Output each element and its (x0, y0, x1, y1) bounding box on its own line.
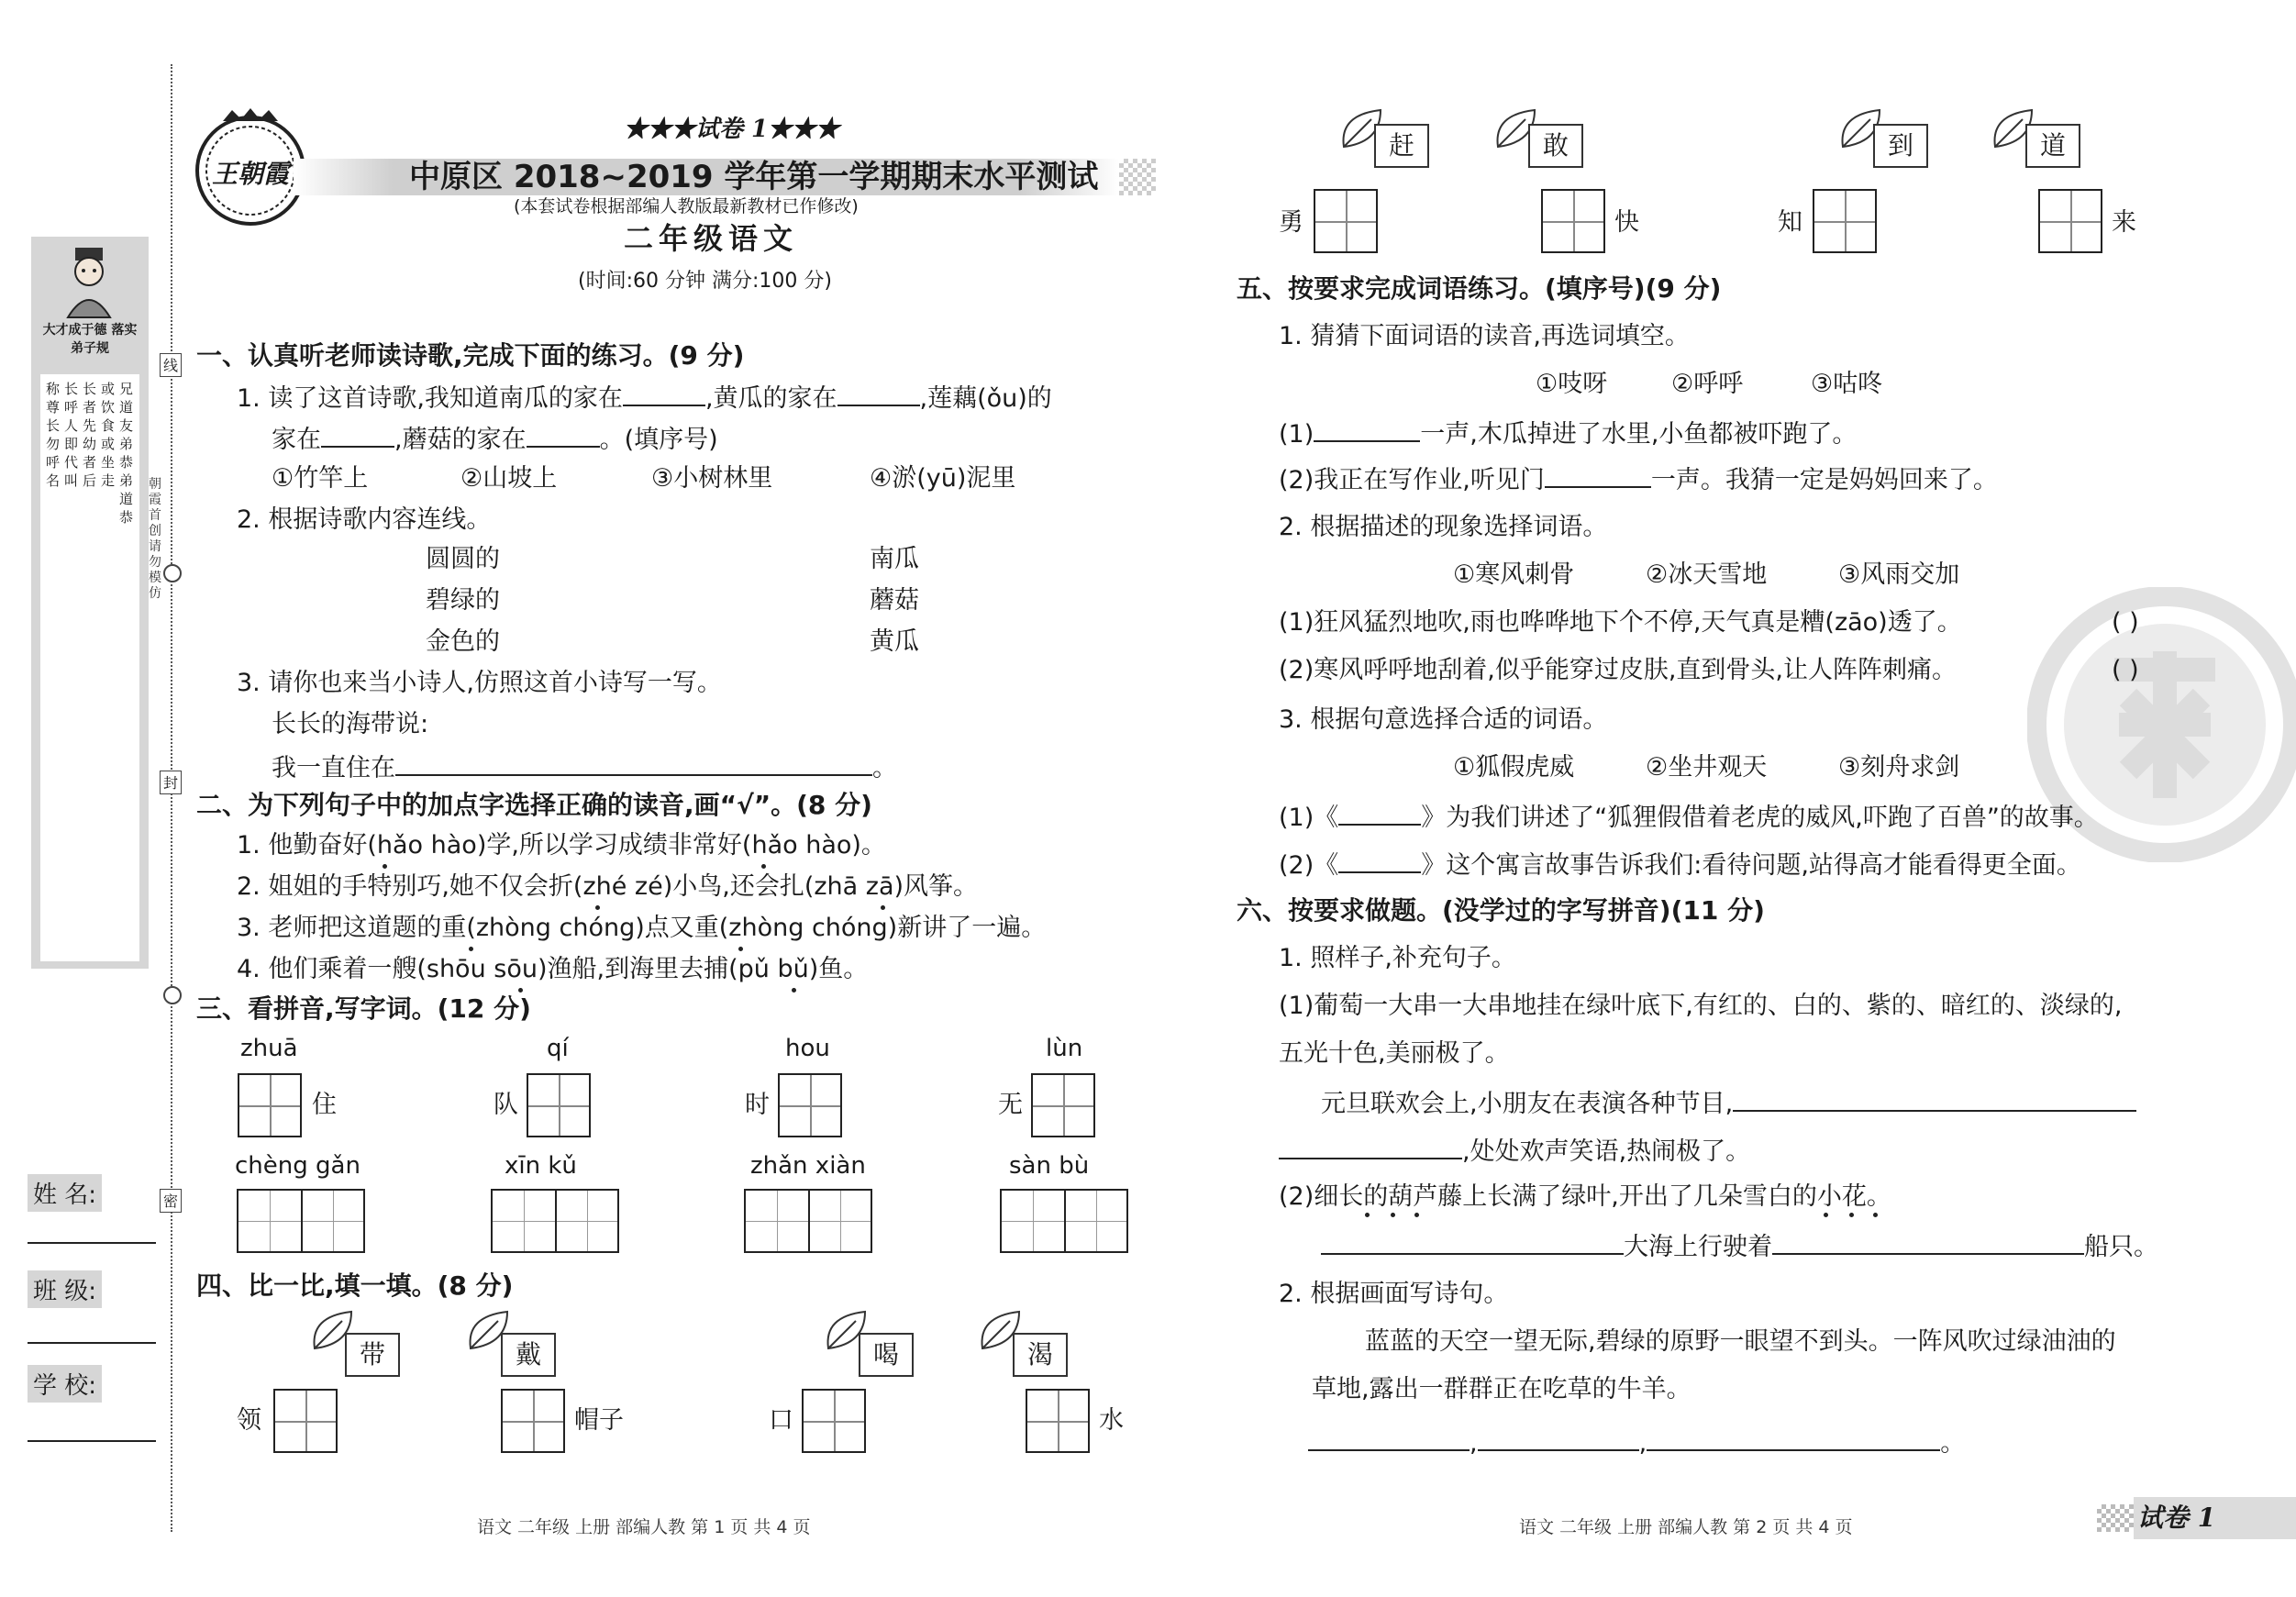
given-char: 快 (1614, 208, 1639, 237)
s5-q3-s2-b: 》这个寓言故事告诉我们:看待问题,站得高才能看得更全面。 (1421, 851, 2081, 880)
header-checker (1119, 159, 1156, 195)
s1-q1-line1 (237, 381, 1052, 415)
given-char: 领 (237, 1406, 261, 1435)
emphasis-dot (1365, 1213, 1370, 1217)
exam-title: 中原区 2018~2019 学年第一学期期末水平测试 (409, 159, 1099, 195)
corner-label: 试卷 1 (2137, 1503, 2216, 1533)
leaf-card (466, 1307, 558, 1381)
sidebar-motto: 大才成于德 落实弟子规 (42, 323, 138, 356)
scholar-figure-icon (59, 246, 119, 319)
s6-ans1-prefix: 元旦联欢会上,小朋友在表演各种节目, (1321, 1090, 1734, 1118)
answer-blank[interactable] (1772, 1229, 2084, 1255)
seal-label-mi: 密 (160, 1189, 182, 1213)
verse-column: 称尊长勿呼名 (46, 381, 61, 489)
match-right-item[interactable]: 黄瓜 (870, 627, 919, 656)
leaf-char: 道 (2025, 124, 2080, 168)
pinyin: qí (547, 1035, 569, 1062)
pinyin: zhǎn xiàn (750, 1152, 866, 1180)
s6-ans1-line1 (1321, 1086, 2136, 1120)
s1-option: ③小树林里 (651, 464, 773, 493)
s1-q3-line1: 长长的海带说: (272, 710, 429, 738)
pinyin: xīn kǔ (505, 1152, 577, 1180)
pinyin: hou (785, 1035, 830, 1062)
emphasis-dot (1391, 1213, 1395, 1217)
s1-q3-prefix: 我一直住在 (272, 754, 395, 782)
s6-ex1-line2: 五光十色,美丽极了。 (1279, 1039, 1510, 1068)
period: 。 (1940, 1429, 1966, 1458)
s1-q1-line2 (272, 422, 718, 456)
s2-item[interactable]: 1. 他勤奋好(hǎo hào)学,所以学习成绩非常好(hǎo hào)。 (237, 831, 886, 859)
given-char: 来 (2112, 208, 2136, 237)
brand-logo (191, 108, 310, 227)
s2-item[interactable]: 4. 他们乘着一艘(shōu sōu)渔船,到海里去捕(pǔ bǔ)鱼。 (237, 955, 869, 983)
given-char: 队 (494, 1091, 518, 1119)
leaf-char: 戴 (501, 1333, 556, 1377)
s5-option: ②冰天雪地 (1646, 560, 1768, 589)
answer-blank[interactable] (1338, 848, 1421, 873)
match-right-item[interactable]: 南瓜 (870, 545, 919, 573)
writing-box[interactable] (273, 1389, 338, 1453)
subject-title: 二年级语文 (624, 221, 799, 256)
pinyin: sàn bù (1009, 1152, 1090, 1180)
writing-box-pair[interactable] (491, 1189, 619, 1253)
given-char: 水 (1099, 1406, 1124, 1435)
given-char: 勇 (1279, 208, 1303, 237)
answer-blank[interactable] (1321, 1229, 1624, 1255)
given-char: 口 (769, 1406, 793, 1435)
class-field[interactable] (28, 1270, 165, 1344)
s5-option: ①吱呀 (1536, 370, 1608, 398)
s5-q2-s2: (2)寒风呼呼地刮着,似乎能穿过皮肤,直到骨头,让人阵阵刺痛。 (1279, 656, 1957, 684)
answer-blank[interactable] (623, 381, 705, 406)
s6-ans1-line2 (1279, 1134, 1750, 1168)
verse-column: 或饮食或坐走 (101, 381, 116, 489)
comma: , (1470, 1429, 1478, 1458)
pinyin: chèng gǎn (235, 1152, 360, 1180)
s1-q1-text-c: ,莲藕(ǒu)的 (919, 384, 1052, 413)
answer-blank[interactable] (1314, 416, 1420, 442)
verse-column: 长呼人即代叫 (64, 381, 79, 489)
writing-box[interactable] (778, 1073, 842, 1137)
section3-heading: 三、看拼音,写字词。(12 分) (196, 993, 531, 1024)
leaf-card (824, 1307, 915, 1381)
s6-q2: 2. 根据画面写诗句。 (1279, 1280, 1509, 1308)
binding-dotted-line (171, 64, 172, 1532)
exam-subtitle: (本套试卷根据部编人教版最新教材已作修改) (514, 196, 859, 216)
sidebar-verses (40, 374, 139, 961)
leaf-card (1991, 105, 2091, 179)
section1-heading: 一、认真听老师读诗歌,完成下面的练习。(9 分) (196, 340, 745, 371)
match-right-item[interactable]: 蘑菇 (870, 586, 919, 615)
given-char: 无 (998, 1091, 1023, 1119)
answer-blank[interactable] (1733, 1086, 2136, 1112)
s1-q3-end: 。 (872, 754, 897, 782)
s5-q3-s1-b: 》为我们讲述了“狐狸假借着老虎的威风,吓跑了百兽”的故事。 (1421, 804, 2099, 832)
pinyin: zhuā (240, 1035, 298, 1062)
s6-q1: 1. 照样子,补充句子。 (1279, 944, 1516, 972)
answer-blank[interactable] (1308, 1425, 1470, 1451)
writing-box[interactable] (1541, 189, 1605, 253)
answer-blank[interactable] (395, 750, 872, 776)
s6-poem-line2: 草地,露出一群群正在吃草的牛羊。 (1312, 1375, 1691, 1403)
s5-q1: 1. 猜猜下面词语的读音,再选词填空。 (1279, 322, 1690, 350)
emphasis-dot (1849, 1213, 1854, 1217)
s5-option: ②坐井观天 (1646, 753, 1768, 782)
leaf-char: 带 (345, 1333, 400, 1377)
leaf-card (1339, 105, 1440, 179)
s5-q3: 3. 根据句意选择合适的词语。 (1279, 705, 1608, 734)
emphasis-dot (595, 905, 600, 910)
corner-checker (2097, 1504, 2134, 1532)
s6-poem-answer (1308, 1425, 1965, 1459)
answer-paren[interactable]: ( ) (2112, 656, 2139, 684)
answer-blank[interactable] (1647, 1425, 1940, 1451)
leaf-char: 敢 (1528, 124, 1583, 168)
leaf-card (1493, 105, 1594, 179)
leaf-card (978, 1307, 1070, 1381)
match-left-item[interactable]: 金色的 (426, 627, 500, 656)
s6-ans1-suffix: ,处处欢声笑语,热闹极了。 (1462, 1137, 1751, 1166)
leaf-card (310, 1307, 402, 1381)
answer-blank[interactable] (527, 422, 600, 448)
answer-blank[interactable] (837, 381, 920, 406)
s5-option: ①狐假虎威 (1453, 753, 1575, 782)
school-label: 学 校: (28, 1365, 102, 1403)
emphasis-dot (1414, 1213, 1419, 1217)
footer-right: 语文 二年级 上册 部编人教 第 2 页 共 4 页 (1519, 1517, 1853, 1537)
s5-q3-s1-a: (1)《 (1279, 804, 1339, 832)
s5-option: ③刻舟求剑 (1838, 753, 1960, 782)
s6-ans2-end: 船只。 (2084, 1233, 2158, 1261)
s6-ex2: (2)细长的葫芦藤上长满了绿叶,开出了几朵雪白的小花。 (1279, 1182, 1891, 1211)
sidebar-panel (31, 237, 149, 969)
s1-q1-text-d: 家在 (272, 426, 321, 454)
time-info: (时间:60 分钟 满分:100 分) (578, 270, 832, 293)
s1-q3: 3. 请你也来当小诗人,仿照这首小诗写一写。 (237, 669, 722, 697)
answer-blank[interactable] (1545, 462, 1651, 488)
logo-text: 王朝霞 (211, 159, 289, 189)
leaf-char: 赶 (1374, 124, 1429, 168)
s2-item[interactable]: 3. 老师把这道题的重(zhòng chóng)点又重(zhòng chóng)新讲了一遍。 (237, 914, 1047, 942)
s6-ex1-line1: (1)葡萄一大串一大串地挂在绿叶底下,有红的、白的、紫的、暗红的、淡绿的, (1279, 992, 2123, 1020)
s5-q1-s1-b: 一声,木瓜掉进了水里,小鱼都被吓跑了。 (1420, 420, 1858, 449)
answer-paren[interactable]: ( ) (2112, 608, 2139, 637)
seal-label-xian: 线 (160, 353, 182, 377)
s6-ans2 (1321, 1229, 2158, 1263)
given-char: 帽子 (574, 1406, 624, 1435)
emphasis-dot (1873, 1213, 1878, 1217)
s1-q1-text-e: ,蘑菇的家在 (394, 426, 527, 454)
name-line (28, 1242, 156, 1244)
section5-heading: 五、按要求完成词语练习。(填序号)(9 分) (1237, 273, 1722, 304)
verse-column: 长者先幼者后 (83, 381, 97, 489)
school-line (28, 1440, 156, 1442)
leaf-char: 渴 (1013, 1333, 1068, 1377)
s6-ans2-mid: 大海上行驶着 (1624, 1233, 1772, 1261)
spiral-dot (163, 986, 182, 1004)
writing-box[interactable] (802, 1389, 866, 1453)
s1-option: ②山坡上 (460, 464, 558, 493)
leaf-card (1838, 105, 1939, 179)
emphasis-dot (469, 947, 473, 951)
s5-q3-s2 (1279, 848, 2081, 882)
section6-heading: 六、按要求做题。(没学过的字写拼音)(11 分) (1237, 895, 1765, 926)
series-label: ★★★试卷 1★★★ (624, 116, 840, 143)
answer-blank[interactable] (321, 422, 394, 448)
writing-box[interactable] (527, 1073, 591, 1137)
writing-box-pair[interactable] (237, 1189, 365, 1253)
answer-blank[interactable] (1338, 800, 1421, 826)
writing-box-pair[interactable] (744, 1189, 872, 1253)
seal-label-feng: 封 (160, 771, 182, 794)
given-char: 住 (312, 1091, 337, 1119)
verse-column: 兄道友弟恭 弟道恭 (119, 381, 134, 526)
s5-q1-s2 (1279, 462, 1998, 496)
s5-q2: 2. 根据描述的现象选择词语。 (1279, 513, 1608, 541)
section4-heading: 四、比一比,填一填。(8 分) (196, 1270, 514, 1301)
given-char: 时 (745, 1091, 770, 1119)
s5-q2-s1: (1)狂风猛烈地吹,雨也哗哗地下个不停,天气真是糟(zāo)透了。 (1279, 608, 1962, 637)
writing-box[interactable] (2038, 189, 2102, 253)
writing-box[interactable] (238, 1073, 302, 1137)
writing-box[interactable] (1813, 189, 1877, 253)
leaf-char: 到 (1873, 124, 1928, 168)
given-char: 知 (1778, 208, 1802, 237)
s5-q3-s2-a: (2)《 (1279, 851, 1339, 880)
section2-heading: 二、为下列句子中的加点字选择正确的读音,画“√”。(8 分) (196, 790, 872, 820)
name-label: 姓 名: (28, 1174, 102, 1212)
s5-q1-s1-a: (1) (1279, 420, 1314, 449)
s6-poem-line1: 蓝蓝的天空一望无际,碧绿的原野一眼望不到头。一阵风吹过绿油油的 (1365, 1327, 2116, 1356)
s5-q1-s1 (1279, 416, 1857, 450)
s1-option: ①竹竿上 (272, 464, 369, 493)
writing-box[interactable] (501, 1389, 565, 1453)
s5-option: ③咕咚 (1811, 370, 1883, 398)
comma: , (1638, 1429, 1647, 1458)
school-field[interactable] (28, 1365, 165, 1438)
s5-option: ②呼呼 (1671, 370, 1744, 398)
emphasis-dot (761, 864, 766, 869)
writing-box-pair[interactable] (1000, 1189, 1128, 1253)
s1-q1-text-b: ,黄瓜的家在 (704, 384, 837, 413)
emphasis-dot (881, 905, 885, 910)
class-line (28, 1342, 156, 1344)
s1-q3-line2 (272, 750, 897, 784)
match-left-item[interactable]: 圆圆的 (426, 545, 500, 573)
emphasis-dot (383, 864, 387, 869)
s5-q1-s2-a: (2)我正在写作业,听见门 (1279, 466, 1545, 494)
match-left-item[interactable]: 碧绿的 (426, 586, 500, 615)
s1-option: ④淤(yū)泥里 (870, 464, 1016, 493)
vertical-note: 朝霞首创 请勿模仿 (149, 477, 161, 601)
s2-item[interactable]: 2. 姐姐的手特别巧,她不仅会折(zhé zé)小鸟,还会扎(zhā zā)风筝。 (237, 872, 979, 901)
emphasis-dot (738, 947, 743, 951)
name-field[interactable] (28, 1174, 165, 1248)
emphasis-dot (792, 988, 796, 993)
spiral-dot (163, 564, 182, 582)
s5-option: ①寒风刺骨 (1453, 560, 1575, 589)
answer-blank[interactable] (1478, 1425, 1639, 1451)
emphasis-dot (1824, 1213, 1828, 1217)
writing-box[interactable] (1314, 189, 1378, 253)
s5-option: ③风雨交加 (1838, 560, 1960, 589)
writing-box[interactable] (1031, 1073, 1095, 1137)
footer-left: 语文 二年级 上册 部编人教 第 1 页 共 4 页 (477, 1517, 811, 1537)
s5-q1-s2-b: 一声。我猜一定是妈妈回来了。 (1650, 466, 1998, 494)
s1-q2: 2. 根据诗歌内容连线。 (237, 505, 492, 534)
pinyin: lùn (1046, 1035, 1083, 1062)
writing-box[interactable] (1026, 1389, 1090, 1453)
s5-q3-s1 (1279, 800, 2099, 834)
s1-q1-text-f: 。(填序号) (599, 426, 718, 454)
leaf-char: 喝 (859, 1333, 914, 1377)
s1-q1-text-a: 1. 读了这首诗歌,我知道南瓜的家在 (237, 384, 623, 413)
answer-blank[interactable] (1279, 1134, 1462, 1159)
class-label: 班 级: (28, 1270, 102, 1308)
